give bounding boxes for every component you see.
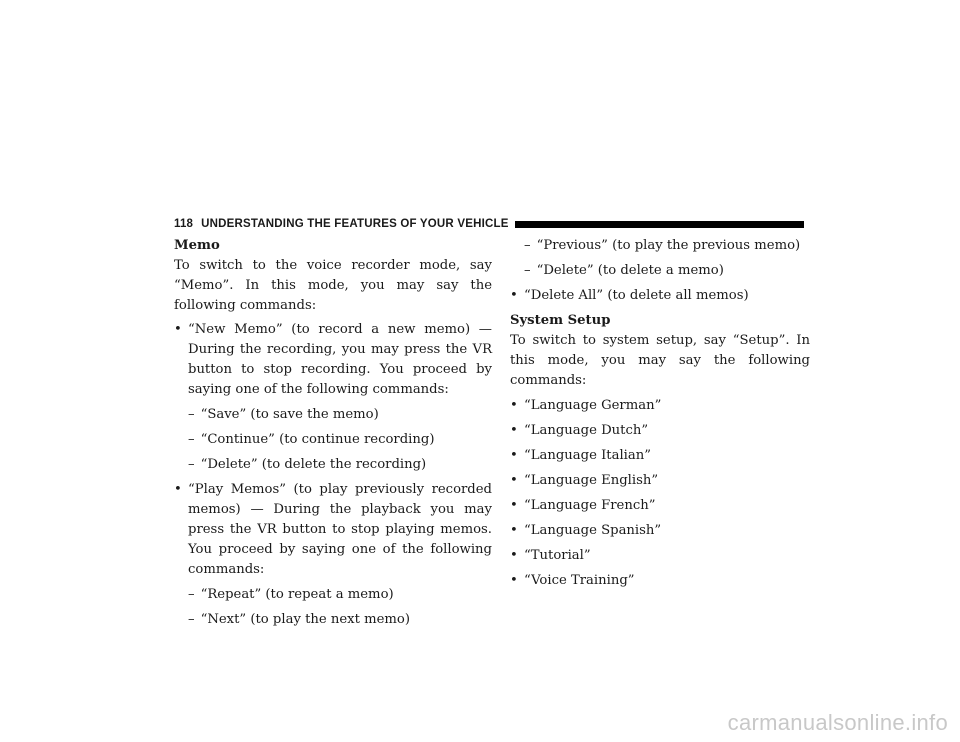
bullet-play-memos [174,480,492,580]
dash-icon: – [188,457,195,472]
bullet-language-spanish: • “Language Spanish” [510,521,810,541]
sub-item-previous: – “Previous” (to play the previous memo) [524,238,801,253]
bullet-language-english: • “Language English” [510,471,810,491]
bullet-icon: • [174,482,182,497]
page-number: 118 [174,218,194,230]
header-rule [515,221,804,228]
dash-icon: – [188,612,195,627]
bullet-tutorial: • “Tutorial” [510,546,810,566]
sub-item-delete-recording: – “Delete” (to delete the recording) [188,457,427,472]
bullet-icon: • [510,573,518,588]
bullet-icon: • [510,398,518,413]
memo-heading: Memo [174,238,220,253]
page-header [174,216,804,232]
bullet-icon: • [510,548,518,563]
bullet-text: “New Memo” (to record a new memo) — During the recording, you may press the VR button to stop recording. You proceed by saying one of the following commands: [188,322,492,397]
bullet-new-memo [174,320,492,400]
bullet-language-italian: • “Language Italian” [510,446,810,466]
bullet-text: “Delete All” (to delete all memos) [524,288,749,303]
bullet-voice-training: • “Voice Training” [510,571,810,591]
dash-icon: – [524,238,531,253]
section-title: UNDERSTANDING THE FEATURES OF YOUR VEHICLE [201,218,509,230]
dash-icon: – [188,407,195,422]
bullet-delete-all [510,286,810,306]
bullet-icon: • [174,322,182,337]
sub-item-save: – “Save” (to save the memo) [188,407,379,422]
dash-icon: – [188,587,195,602]
left-column [174,236,492,630]
sub-item-repeat: – “Repeat” (to repeat a memo) [188,587,394,602]
bullet-language-french: • “Language French” [510,496,810,516]
dash-icon: – [188,432,195,447]
memo-intro: To switch to the voice recorder mode, say “Memo”. In this mode, you may say the following commands: [174,258,492,313]
bullet-icon: • [510,498,518,513]
sub-item-continue: – “Continue” (to continue recording) [188,432,435,447]
bullet-language-dutch: • “Language Dutch” [510,421,810,441]
right-column [510,236,810,591]
bullet-icon: • [510,523,518,538]
system-setup-heading: System Setup [510,313,611,328]
bullet-text: “Play Memos” (to play previously recorded memos) — During the playback you may press the VR button to stop playing memos. You proceed by saying one of the following commands: [188,482,492,577]
sub-item-next: – “Next” (to play the next memo) [188,612,411,627]
bullet-icon: • [510,423,518,438]
bullet-icon: • [510,473,518,488]
bullet-icon: • [510,288,518,303]
system-setup-intro: To switch to system setup, say “Setup”. In this mode, you may say the following commands: [510,333,810,388]
bullet-language-german: • “Language German” [510,396,810,416]
dash-icon: – [524,263,531,278]
sub-item-delete-memo: – “Delete” (to delete a memo) [524,263,724,278]
bullet-icon: • [510,448,518,463]
watermark: carmanualsonline.info [727,710,948,735]
